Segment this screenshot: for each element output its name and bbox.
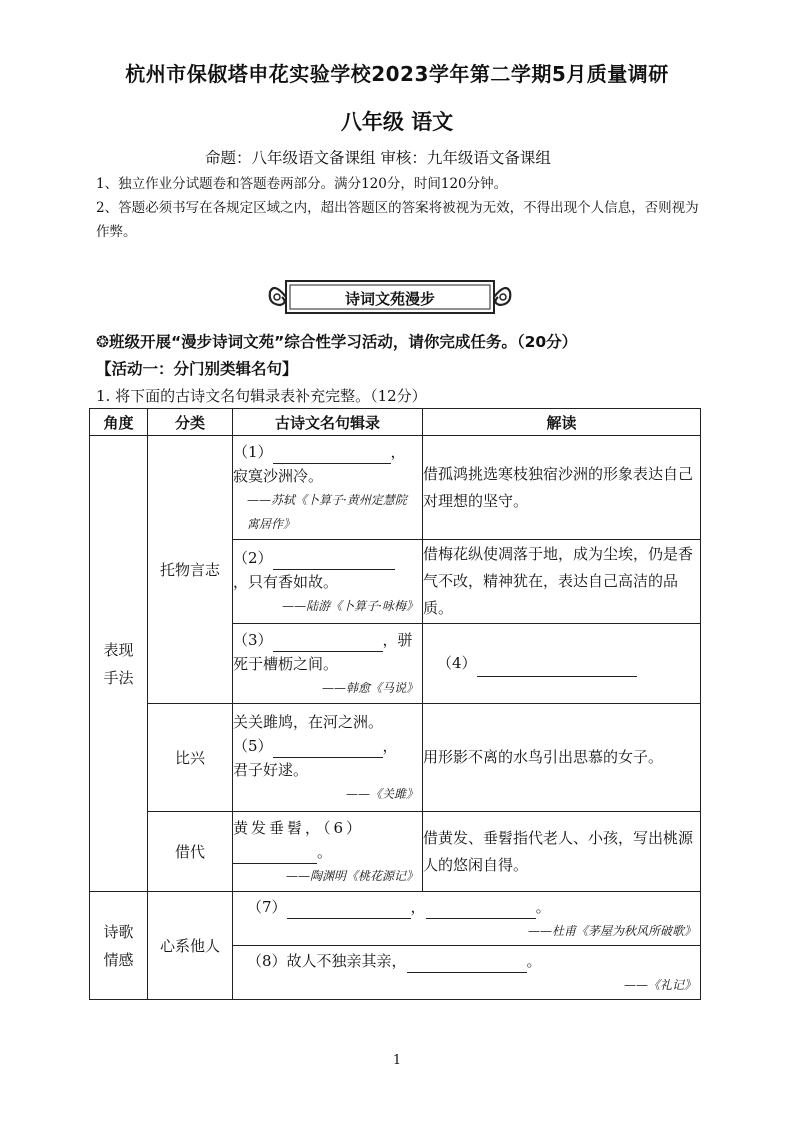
answer-blank-8[interactable] <box>407 956 527 973</box>
table-row <box>90 704 701 812</box>
answer-blank-5[interactable] <box>273 741 383 758</box>
header-quotes: 古诗文名句辑录 <box>233 409 423 436</box>
quote-line: ，只有香如故。 <box>233 572 339 591</box>
interpretation-5: 用形影不离的水鸟引出思慕的女子。 <box>423 704 701 812</box>
quote-cell-8: （8）故人不独亲其亲， 。 ——《礼记》 <box>233 946 701 1000</box>
header-category: 分类 <box>148 409 233 436</box>
category-xingbi: 比兴 <box>148 704 233 812</box>
quote-line: 黄发垂髫，（6） <box>233 818 365 837</box>
answer-blank-1[interactable] <box>273 447 391 464</box>
quote-line: （8）故人不独亲其亲， <box>247 951 407 970</box>
blank-number-1: （1） <box>233 442 273 461</box>
activity-heading: 【活动一：分门别类辑名句】 <box>96 360 298 378</box>
instruction-note-2: 2、答题必须书写在各规定区域之内，超出答题区的答案将被视为无效，不得出现个人信息，否则视为作弊。 <box>96 200 699 240</box>
blank-number-5: （5） <box>233 736 273 755</box>
table-header-row <box>90 409 701 436</box>
blank-number-4: （4） <box>437 654 477 672</box>
quote-source: ——《关雎》 <box>345 786 418 801</box>
blank-number-3: （3） <box>233 630 273 649</box>
header-interpretation: 解读 <box>423 409 701 436</box>
category-caring-others: 心系他人 <box>148 892 233 1000</box>
table-row <box>90 812 701 892</box>
quote-source: ——杜甫《茅屋为秋风所破歌》 <box>527 923 696 938</box>
quote-cell-7: （7） ， 。 ——杜甫《茅屋为秋风所破歌》 <box>233 892 701 946</box>
interpretation-3 <box>423 624 701 704</box>
quote-cell-1: （1） ， 寂寞沙洲冷。 ——苏轼《卜算子·黄州定慧院寓居作》 <box>233 436 423 540</box>
answer-blank-7b[interactable] <box>426 902 536 919</box>
blank-number-2: （2） <box>233 548 273 567</box>
quote-source: ——陶渊明《桃花源记》 <box>285 868 418 883</box>
blank-number-7: （7） <box>247 897 287 916</box>
interpretation-2: 借梅花纵使凋落于地，成为尘埃，仍是香气不改，精神犹在，表达自己高洁的品质。 <box>423 540 701 624</box>
instruction-note-1: 1、独立作业分试题卷和答题卷两部分。满分120分，时间120分钟。 <box>96 176 508 192</box>
interpretation-6: 借黄发、垂髫指代老人、小孩，写出桃源人的悠闲自得。 <box>423 812 701 892</box>
section-banner-title: 诗词文苑漫步 <box>344 290 435 308</box>
angle-emotion: 诗歌 情感 <box>90 892 148 1000</box>
quote-source: ——苏轼《卜算子·黄州定慧院寓居作》 <box>247 492 407 531</box>
document-title: 杭州市保俶塔申花实验学校2023学年第二学期5月质量调研 <box>125 62 669 86</box>
answer-blank-2[interactable] <box>273 553 395 570</box>
category-metonymy: 借代 <box>148 812 233 892</box>
header-angle: 角度 <box>90 409 148 436</box>
quote-cell-3 <box>233 624 423 704</box>
author-meta: 命题：八年级语文备课组 审核：九年级语文备课组 <box>205 149 551 167</box>
quote-source: ——韩愈《马说》 <box>321 680 418 695</box>
answer-blank-7a[interactable] <box>287 902 411 919</box>
document-subtitle: 八年级 语文 <box>340 110 454 134</box>
answer-blank-6[interactable] <box>233 847 317 864</box>
answer-blank-3[interactable] <box>273 635 383 652</box>
quote-line: 寂寞沙洲冷。 <box>233 466 324 485</box>
table-row <box>90 436 701 540</box>
answer-blank-4[interactable] <box>477 660 637 677</box>
category-symbolism: 托物言志 <box>148 436 233 704</box>
quote-line: 死于槽枥之间。 <box>233 654 339 673</box>
interpretation-1: 借孤鸿挑选寒枝独宿沙洲的形象表达自己对理想的坚守。 <box>423 436 701 540</box>
quote-line: 君子好逑。 <box>233 760 309 779</box>
quote-cell-2 <box>233 540 423 624</box>
quote-line: 关关雎鸠，在河之洲。 <box>233 712 384 731</box>
quotation-table <box>89 408 701 1000</box>
task-heading: ❂班级开展“漫步诗词文苑”综合性学习活动，请你完成任务。（20分） <box>96 333 578 351</box>
angle-technique: 表现 手法 <box>90 436 148 892</box>
quote-tail: ，骈 <box>382 630 413 649</box>
quote-cell-5: 关关雎鸠，在河之洲。 （5） ， 君子好逑。 ——《关雎》 <box>233 704 423 812</box>
question-1: 1. 将下面的古诗文名句辑录表补充完整。（12分） <box>96 387 427 405</box>
page-number: 1 <box>392 1053 402 1068</box>
quote-cell-6: 黄发垂髫，（6） 。 ——陶渊明《桃花源记》 <box>233 812 423 892</box>
quote-source: ——陆游《卜算子·咏梅》 <box>282 598 418 613</box>
table-row <box>90 892 701 946</box>
quote-source: ——《礼记》 <box>623 977 696 992</box>
